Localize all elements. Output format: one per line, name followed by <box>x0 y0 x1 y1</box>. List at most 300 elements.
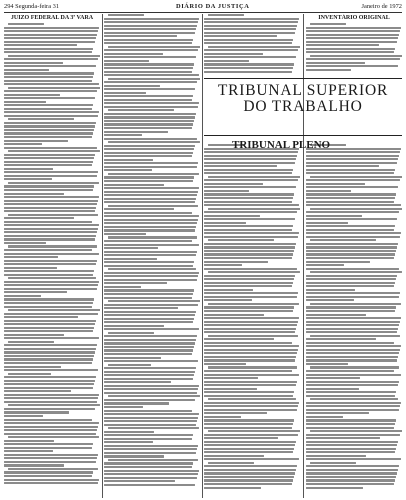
text-line <box>4 217 74 219</box>
text-line <box>204 215 260 217</box>
text-line <box>306 328 398 330</box>
text-line <box>104 81 197 83</box>
text-line <box>306 211 399 213</box>
text-line <box>306 204 401 206</box>
text-line <box>306 356 398 358</box>
text-line <box>306 65 398 67</box>
text-line <box>104 251 197 253</box>
text-line <box>104 219 198 221</box>
text-line <box>108 109 174 111</box>
text-line <box>4 193 64 195</box>
text-line <box>4 387 93 389</box>
text-line <box>4 450 53 452</box>
text-line <box>204 250 294 252</box>
issue-date: Janeiro de 1972 <box>361 3 402 10</box>
text-line <box>204 483 292 485</box>
text-line <box>306 232 401 234</box>
text-line <box>306 243 398 245</box>
text-line <box>204 476 294 478</box>
text-line <box>4 129 94 131</box>
text-line <box>306 37 398 39</box>
text-line <box>204 458 299 460</box>
section-heading: JUIZO FEDERAL DA 3ª VARA <box>10 15 94 21</box>
text-line <box>4 394 99 396</box>
text-line <box>104 226 196 228</box>
text-line <box>204 381 297 383</box>
text-line <box>8 436 99 438</box>
text-line <box>4 447 92 449</box>
text-line <box>204 444 295 446</box>
text-line <box>306 419 396 421</box>
text-line <box>4 397 98 399</box>
text-line <box>306 349 400 351</box>
text-line <box>306 48 395 50</box>
text-line <box>4 164 92 166</box>
text-line <box>104 265 193 267</box>
text-line <box>4 94 60 96</box>
text-line <box>204 455 264 457</box>
text-line <box>104 318 194 320</box>
text-line <box>204 222 246 224</box>
text-line <box>306 377 360 379</box>
text-line <box>310 239 376 241</box>
text-line <box>306 441 398 443</box>
text-line <box>204 56 296 58</box>
text-line <box>4 443 93 445</box>
text-line <box>104 240 192 242</box>
text-line <box>104 462 193 464</box>
text-line <box>4 168 53 170</box>
text-line <box>204 363 246 365</box>
text-line <box>306 179 400 181</box>
text-line <box>306 317 401 319</box>
text-line <box>4 291 67 293</box>
text-line <box>104 148 194 150</box>
text-line <box>204 204 299 206</box>
text-line <box>306 44 379 46</box>
text-line <box>306 405 400 407</box>
text-line <box>306 151 400 153</box>
text-line <box>104 417 198 419</box>
text-line <box>104 339 196 341</box>
text-line <box>4 344 97 346</box>
text-line <box>306 370 394 372</box>
text-line <box>104 272 199 274</box>
text-line <box>104 42 192 44</box>
text-line <box>306 416 343 418</box>
text-line <box>104 314 195 316</box>
text-line <box>204 423 293 425</box>
text-line <box>204 441 296 443</box>
text-line <box>104 244 199 246</box>
text-line <box>306 236 400 238</box>
text-line <box>306 51 394 53</box>
newspaper-title: DIÁRIO DA JUSTIÇA <box>176 3 250 10</box>
text-line <box>4 115 98 117</box>
text-line <box>4 471 93 473</box>
text-line <box>204 419 294 421</box>
text-line <box>4 419 92 421</box>
text-line <box>104 85 160 87</box>
text-line <box>4 380 95 382</box>
text-line <box>306 299 354 301</box>
page-number-date: 294 Segunda-feira 31 <box>4 3 60 10</box>
tst-title-line-1: TRIBUNAL SUPERIOR <box>217 82 389 99</box>
text-line <box>204 183 263 185</box>
text-line <box>306 172 394 174</box>
text-line <box>4 154 95 156</box>
text-line <box>306 165 379 167</box>
section-heading: INVENTÁRIO ORIGINAL <box>318 15 390 21</box>
text-line <box>4 440 54 442</box>
text-line <box>306 253 395 255</box>
text-line <box>104 166 197 168</box>
text-line <box>4 355 94 357</box>
text-line <box>306 34 399 36</box>
body-text-block <box>4 23 100 486</box>
text-line <box>204 32 295 34</box>
text-line <box>204 39 293 41</box>
text-line <box>104 35 177 37</box>
text-line <box>4 464 64 466</box>
text-line <box>306 183 365 185</box>
text-line <box>104 187 199 189</box>
text-line <box>204 197 293 199</box>
text-line <box>306 374 401 376</box>
text-line <box>204 35 277 37</box>
text-line <box>208 14 244 16</box>
text-line <box>4 51 92 53</box>
text-line <box>108 395 200 397</box>
text-line <box>4 376 96 378</box>
text-line <box>4 270 94 272</box>
text-line <box>208 366 297 368</box>
body-text-block <box>104 14 200 487</box>
text-line <box>104 367 196 369</box>
text-line <box>4 90 97 92</box>
text-line <box>4 461 96 463</box>
text-line <box>104 116 195 118</box>
text-line <box>4 320 96 322</box>
text-line <box>4 122 96 124</box>
text-line <box>104 162 198 164</box>
text-line <box>4 140 68 142</box>
text-line <box>104 325 164 327</box>
text-line <box>306 62 365 64</box>
text-line <box>204 437 278 439</box>
text-line <box>306 155 399 157</box>
tst-title <box>204 83 402 99</box>
text-line <box>4 482 98 484</box>
text-line <box>306 472 397 474</box>
text-line <box>104 71 192 73</box>
text-line <box>104 346 194 348</box>
text-line <box>4 97 95 99</box>
text-line <box>306 342 394 344</box>
text-line <box>306 69 351 71</box>
text-line <box>306 388 359 390</box>
text-line <box>306 455 366 457</box>
text-line <box>306 190 351 192</box>
text-line <box>306 469 398 471</box>
text-line <box>104 335 197 337</box>
text-line <box>104 258 157 260</box>
text-line <box>204 469 296 471</box>
text-line <box>306 487 363 489</box>
text-line <box>310 176 402 178</box>
text-line <box>4 72 94 74</box>
text-line <box>204 186 296 188</box>
text-line <box>4 111 99 113</box>
text-line <box>104 261 194 263</box>
text-line <box>104 441 153 443</box>
text-line <box>204 289 253 291</box>
text-line <box>306 186 398 188</box>
text-line <box>104 392 197 394</box>
text-line <box>306 27 401 29</box>
text-line <box>4 383 94 385</box>
text-line <box>306 402 401 404</box>
text-line <box>104 424 196 426</box>
text-line <box>8 373 51 375</box>
text-line <box>204 314 264 316</box>
text-line <box>204 151 298 153</box>
text-line <box>4 401 97 403</box>
text-line <box>104 32 195 34</box>
text-line <box>208 46 300 48</box>
text-line <box>4 390 71 392</box>
text-line <box>104 92 146 94</box>
text-line <box>4 408 95 410</box>
text-line <box>310 398 398 400</box>
text-line <box>104 470 199 472</box>
text-line <box>104 131 168 133</box>
text-line <box>104 297 192 299</box>
text-line <box>204 21 298 23</box>
text-line <box>108 300 200 302</box>
text-line <box>104 155 192 157</box>
text-line <box>104 208 174 210</box>
text-line <box>204 306 294 308</box>
text-line <box>104 88 195 90</box>
text-line <box>108 332 154 334</box>
text-line <box>104 18 199 20</box>
text-line <box>204 285 292 287</box>
text-line <box>306 285 394 287</box>
text-line <box>104 254 196 256</box>
text-line <box>204 370 292 372</box>
text-line <box>104 410 192 412</box>
text-line <box>310 366 399 368</box>
text-line <box>104 484 195 486</box>
text-line <box>306 465 399 467</box>
text-line <box>306 324 399 326</box>
text-line <box>204 451 293 453</box>
header-rule <box>4 12 402 13</box>
text-line <box>4 101 46 103</box>
text-line <box>204 268 297 270</box>
text-line <box>204 310 293 312</box>
text-line <box>104 180 193 182</box>
text-line <box>306 257 394 259</box>
text-line <box>204 155 297 157</box>
text-line <box>306 30 400 32</box>
text-line <box>104 215 199 217</box>
text-line <box>4 175 97 177</box>
text-line <box>4 235 96 237</box>
text-line <box>104 106 198 108</box>
text-line <box>104 466 192 468</box>
text-line <box>4 147 97 149</box>
text-line <box>104 402 169 404</box>
text-line <box>306 434 400 436</box>
text-line <box>306 246 397 248</box>
text-line <box>108 364 151 366</box>
text-line <box>104 63 194 65</box>
text-line <box>104 74 199 76</box>
text-line <box>4 429 97 431</box>
text-line <box>104 229 195 231</box>
text-line <box>104 480 175 482</box>
text-line <box>204 359 295 361</box>
text-line <box>310 271 402 273</box>
text-line <box>104 169 152 171</box>
text-line <box>306 193 396 195</box>
text-line <box>4 274 93 276</box>
text-line <box>208 239 274 241</box>
text-line <box>104 279 197 281</box>
text-line <box>204 321 298 323</box>
text-line <box>306 310 395 312</box>
text-line <box>4 189 93 191</box>
text-line <box>104 342 195 344</box>
text-line <box>208 462 254 464</box>
text-line <box>108 268 196 270</box>
text-line <box>306 292 400 294</box>
text-line <box>204 243 296 245</box>
body-text-block <box>204 14 300 74</box>
text-line <box>4 224 99 226</box>
text-line <box>108 236 197 238</box>
text-line <box>4 415 43 417</box>
text-line <box>4 284 98 286</box>
text-line <box>204 345 299 347</box>
text-line <box>310 462 356 464</box>
text-line <box>306 225 395 227</box>
text-line <box>204 169 293 171</box>
text-line <box>4 200 98 202</box>
text-line <box>104 60 149 62</box>
text-line <box>306 458 401 460</box>
text-line <box>104 99 192 101</box>
text-line <box>104 123 193 125</box>
text-line <box>104 247 158 249</box>
text-line <box>204 218 295 220</box>
text-line <box>306 314 366 316</box>
text-line <box>204 409 297 411</box>
text-line <box>4 362 92 364</box>
text-line <box>104 113 196 115</box>
text-line <box>306 391 396 393</box>
text-line <box>104 328 199 330</box>
text-line <box>204 278 294 280</box>
text-line <box>104 198 196 200</box>
text-line <box>4 83 99 85</box>
text-line <box>4 306 92 308</box>
text-line <box>104 233 146 235</box>
text-line <box>204 338 274 340</box>
text-line <box>204 211 297 213</box>
text-line <box>306 41 397 43</box>
text-line <box>306 282 395 284</box>
text-line <box>306 444 397 446</box>
text-line <box>104 286 141 288</box>
text-line <box>104 201 195 203</box>
text-line <box>8 214 98 216</box>
text-line <box>306 423 395 425</box>
text-line <box>208 303 299 305</box>
text-line <box>204 67 293 69</box>
text-line <box>8 468 98 470</box>
text-line <box>310 335 400 337</box>
text-line <box>104 212 192 214</box>
text-line <box>108 205 198 207</box>
text-line <box>104 374 194 376</box>
text-line <box>306 331 397 333</box>
text-line <box>4 253 99 255</box>
text-line <box>4 298 94 300</box>
text-line <box>4 171 98 173</box>
text-line <box>108 173 199 175</box>
text-line <box>104 360 198 362</box>
text-line <box>4 242 46 244</box>
column-rule <box>102 14 103 498</box>
text-line <box>204 158 296 160</box>
text-line <box>204 236 298 238</box>
text-line <box>104 184 164 186</box>
text-line <box>4 263 96 265</box>
text-line <box>108 427 199 429</box>
text-line <box>104 191 198 193</box>
text-line <box>104 152 193 154</box>
text-line <box>4 295 41 297</box>
text-line <box>4 27 99 29</box>
text-line <box>104 477 197 479</box>
text-line <box>204 388 257 390</box>
text-line <box>104 378 193 380</box>
text-line <box>306 218 397 220</box>
text-line <box>306 197 395 199</box>
text-line <box>204 299 252 301</box>
text-line <box>306 409 399 411</box>
body-text-block <box>204 144 300 490</box>
text-line <box>4 203 97 205</box>
text-line <box>204 374 299 376</box>
text-line <box>204 49 298 51</box>
text-line <box>4 330 93 332</box>
text-line <box>104 275 198 277</box>
text-line <box>306 437 380 439</box>
text-line <box>4 411 69 413</box>
text-line <box>108 459 198 461</box>
text-line <box>104 282 167 284</box>
text-line <box>8 245 97 247</box>
text-line <box>8 404 100 406</box>
text-line <box>4 69 49 71</box>
text-line <box>204 25 297 27</box>
text-line <box>204 246 295 248</box>
text-line <box>4 125 95 127</box>
